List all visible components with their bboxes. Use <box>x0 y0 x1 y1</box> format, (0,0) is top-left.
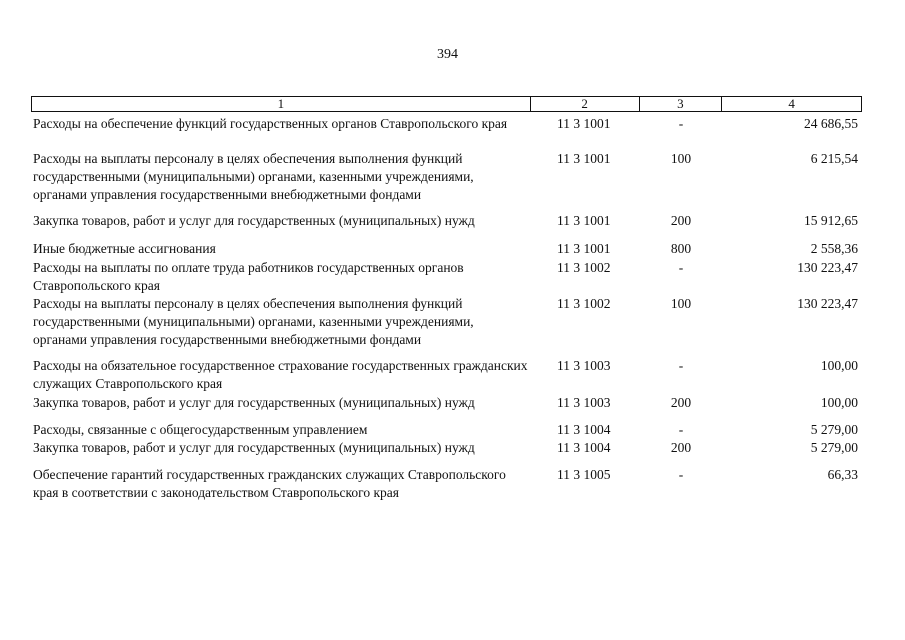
row-code: 11 3 1002 <box>557 260 611 275</box>
row-expense-type: - <box>678 116 684 131</box>
row-amount: 15 912,65 <box>804 213 858 228</box>
row-amount: 130 223,47 <box>797 260 858 275</box>
row-code: 11 3 1001 <box>557 241 611 256</box>
header-col-2: 2 <box>530 97 639 111</box>
row-description: Расходы, связанные с общегосударственным управлением <box>33 422 368 437</box>
row-expense-type: 200 <box>670 213 692 228</box>
row-amount: 6 215,54 <box>810 151 858 166</box>
header-col-1: 1 <box>277 96 285 111</box>
header-col-3: 3 <box>639 97 722 111</box>
row-description: Закупка товаров, работ и услуг для государственных (муниципальных) нужд <box>33 395 475 410</box>
row-amount: 100,00 <box>820 358 858 373</box>
row-expense-type: 100 <box>670 151 692 166</box>
row-code: 11 3 1001 <box>557 213 611 228</box>
row-amount: 24 686,55 <box>804 116 858 131</box>
row-code: 11 3 1001 <box>557 116 611 131</box>
table-header <box>31 96 862 112</box>
row-expense-type: - <box>678 260 684 275</box>
row-description: Расходы на обеспечение функций государственных органов Ставропольского края <box>33 116 508 131</box>
row-code: 11 3 1004 <box>557 422 611 437</box>
row-code: 11 3 1003 <box>557 358 611 373</box>
header-col-4: 4 <box>721 97 861 111</box>
row-amount: 5 279,00 <box>810 422 858 437</box>
row-expense-type: 100 <box>670 296 692 311</box>
row-description: Расходы на обязательное государственное страхование государственных гражданских служащих Ставропольского края <box>33 358 528 391</box>
row-description: Иные бюджетные ассигнования <box>33 241 216 256</box>
row-expense-type: - <box>678 358 684 373</box>
row-amount: 2 558,36 <box>810 241 858 256</box>
row-amount: 5 279,00 <box>810 440 858 455</box>
row-description: Закупка товаров, работ и услуг для государственных (муниципальных) нужд <box>33 213 475 228</box>
row-amount: 66,33 <box>827 467 858 482</box>
row-code: 11 3 1005 <box>557 467 611 482</box>
row-code: 11 3 1001 <box>557 151 611 166</box>
page-number: 394 <box>437 47 458 62</box>
row-description: Расходы на выплаты по оплате труда работников государственных органов Ставропольского края <box>33 260 464 293</box>
row-expense-type: 800 <box>670 241 692 256</box>
row-expense-type: 200 <box>670 440 692 455</box>
row-description: Расходы на выплаты персоналу в целях обеспечения выполнения функций государственными (муниципальными) органами, казенными учреждениями, органами управления государственными внебюджетными фондами <box>33 151 474 202</box>
row-expense-type: - <box>678 467 684 482</box>
row-code: 11 3 1002 <box>557 296 611 311</box>
row-amount: 100,00 <box>820 395 858 410</box>
row-description: Обеспечение гарантий государственных гражданских служащих Ставропольского края в соответствии с законодательством Ставропольского края <box>33 467 506 500</box>
row-expense-type: - <box>678 422 684 437</box>
row-amount: 130 223,47 <box>797 296 858 311</box>
row-description: Расходы на выплаты персоналу в целях обеспечения выполнения функций государственными (муниципальными) органами, казенными учреждениями, органами управления государственными внебюджетными фондами <box>33 296 474 347</box>
row-description: Закупка товаров, работ и услуг для государственных (муниципальных) нужд <box>33 440 475 455</box>
row-code: 11 3 1004 <box>557 440 611 455</box>
row-code: 11 3 1003 <box>557 395 611 410</box>
row-expense-type: 200 <box>670 395 692 410</box>
